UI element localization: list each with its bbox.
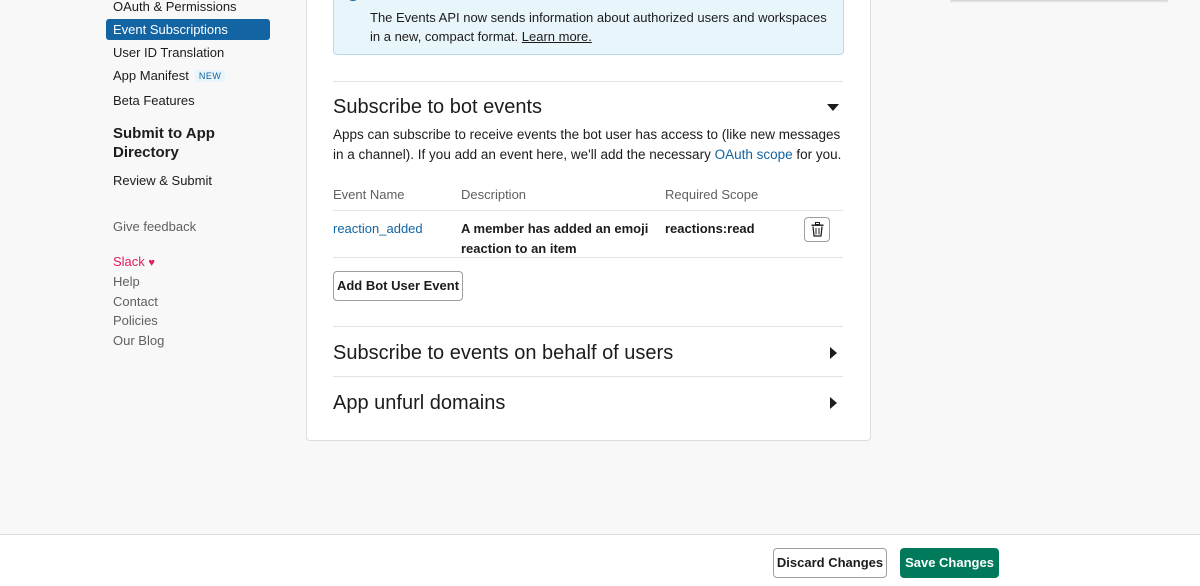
trash-icon [811, 222, 824, 237]
heart-icon: ♥ [148, 257, 155, 269]
contact-link[interactable]: Contact [113, 294, 158, 309]
sidebar-item-beta-features[interactable]: Beta Features [113, 93, 195, 108]
learn-more-link[interactable]: Learn more. [521, 29, 592, 44]
event-description-cell: A member has added an emoji reaction to an item [461, 221, 649, 256]
bot-events-description [333, 125, 843, 165]
slack-link[interactable] [113, 253, 155, 272]
divider [333, 81, 843, 82]
policies-link[interactable]: Policies [113, 313, 158, 328]
sidebar-item-event-subscriptions[interactable]: Event Subscriptions [106, 19, 270, 40]
caret-right-icon[interactable] [830, 397, 837, 409]
user-events-title[interactable]: Subscribe to events on behalf of users [333, 342, 674, 364]
divider [333, 326, 843, 327]
info-body: The Events API now sends information about authorized users and workspaces in a new, compact format. [370, 10, 827, 44]
sidebar-item-user-id-translation[interactable]: User ID Translation [113, 45, 225, 60]
oauth-scope-link[interactable]: OAuth scope [714, 147, 793, 162]
sidebar-item-app-manifest[interactable] [106, 65, 270, 86]
column-header-description: Description [461, 187, 527, 202]
help-link[interactable]: Help [113, 274, 140, 289]
info-title [370, 0, 617, 1]
save-changes-button[interactable]: Save Changes [900, 548, 999, 578]
slack-label: Slack [113, 254, 145, 269]
give-feedback-link[interactable]: Give feedback [113, 219, 197, 234]
event-name-cell[interactable]: reaction_added [333, 221, 423, 236]
discard-changes-button[interactable]: Discard Changes [773, 548, 887, 578]
new-badge: NEW [195, 70, 226, 82]
delete-event-button[interactable] [804, 217, 830, 242]
action-bar [0, 534, 1200, 586]
sidebar-item-label: App Manifest [113, 68, 189, 83]
header-shadow [950, 0, 1168, 3]
unfurl-domains-title[interactable]: App unfurl domains [333, 392, 506, 414]
desc-text-end: for you. [792, 147, 842, 162]
info-icon [346, 0, 360, 1]
info-banner [333, 0, 844, 55]
event-scope-cell: reactions:read [665, 221, 755, 236]
sidebar-item-oauth[interactable]: OAuth & Permissions [113, 0, 237, 14]
bot-events-title[interactable]: Subscribe to bot events [333, 96, 543, 118]
submit-heading: Submit to App Directory [113, 125, 215, 161]
info-text [370, 8, 830, 46]
desc-text: Apps can subscribe to receive events the bot user has access to (like new messages in a channel). If you add an event here, we'll add the necessary [333, 127, 841, 162]
our-blog-link[interactable]: Our Blog [113, 333, 165, 348]
add-bot-user-event-button[interactable]: Add Bot User Event [333, 271, 463, 301]
table-header-divider [333, 210, 843, 211]
column-header-required-scope: Required Scope [665, 187, 759, 202]
caret-down-icon[interactable] [827, 104, 839, 111]
caret-right-icon[interactable] [830, 347, 837, 359]
table-row-divider [333, 257, 843, 258]
sidebar-item-review-submit[interactable]: Review & Submit [113, 173, 212, 188]
column-header-event-name: Event Name [333, 187, 405, 202]
divider [333, 376, 843, 377]
